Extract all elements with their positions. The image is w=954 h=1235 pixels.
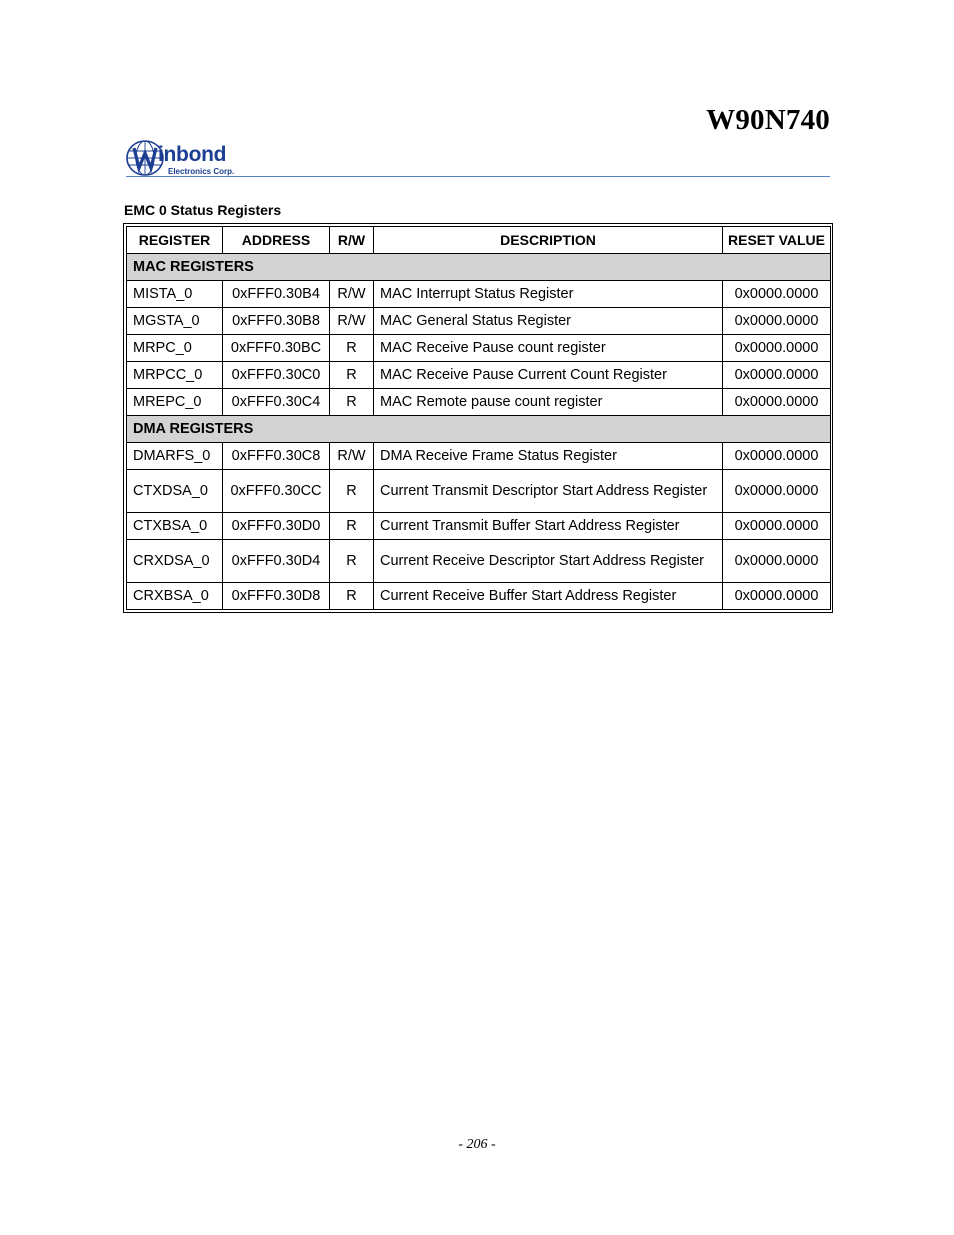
group-row-dma bbox=[127, 416, 831, 443]
cell-reset-value: 0x0000.0000 bbox=[723, 470, 831, 513]
cell-address: 0xFFF0.30B8 bbox=[223, 308, 330, 335]
table-row bbox=[127, 443, 831, 470]
cell-description: Current Receive Descriptor Start Address Register bbox=[374, 540, 723, 583]
table-row bbox=[127, 389, 831, 416]
table-row bbox=[127, 335, 831, 362]
document-title: W90N740 bbox=[706, 104, 830, 136]
cell-address: 0xFFF0.30C4 bbox=[223, 389, 330, 416]
cell-rw: R/W bbox=[330, 308, 374, 335]
table-row bbox=[127, 362, 831, 389]
table-row bbox=[127, 281, 831, 308]
cell-address: 0xFFF0.30BC bbox=[223, 335, 330, 362]
column-header-register: REGISTER bbox=[127, 227, 223, 254]
cell-register: CRXBSA_0 bbox=[127, 583, 223, 610]
cell-reset-value: 0x0000.0000 bbox=[723, 335, 831, 362]
cell-description: DMA Receive Frame Status Register bbox=[374, 443, 723, 470]
cell-reset-value: 0x0000.0000 bbox=[723, 540, 831, 583]
cell-register: CTXDSA_0 bbox=[127, 470, 223, 513]
cell-address: 0xFFF0.30D0 bbox=[223, 513, 330, 540]
cell-rw: R bbox=[330, 362, 374, 389]
cell-description: MAC Receive Pause count register bbox=[374, 335, 723, 362]
table-header-row bbox=[127, 227, 831, 254]
table-row bbox=[127, 513, 831, 540]
group-row-mac bbox=[127, 254, 831, 281]
cell-register: MRPCC_0 bbox=[127, 362, 223, 389]
cell-rw: R bbox=[330, 335, 374, 362]
table-row bbox=[127, 540, 831, 583]
cell-description: MAC Remote pause count register bbox=[374, 389, 723, 416]
cell-register: DMARFS_0 bbox=[127, 443, 223, 470]
logo-wordmark: inbond bbox=[158, 143, 227, 166]
cell-rw: R bbox=[330, 583, 374, 610]
table-row bbox=[127, 583, 831, 610]
cell-reset-value: 0x0000.0000 bbox=[723, 281, 831, 308]
cell-reset-value: 0x0000.0000 bbox=[723, 513, 831, 540]
column-header-address: ADDRESS bbox=[223, 227, 330, 254]
cell-reset-value: 0x0000.0000 bbox=[723, 308, 831, 335]
register-table bbox=[126, 226, 831, 610]
cell-address: 0xFFF0.30D4 bbox=[223, 540, 330, 583]
table-row bbox=[127, 308, 831, 335]
table-row bbox=[127, 470, 831, 513]
logo-subtitle: Electronics Corp. bbox=[168, 167, 235, 176]
cell-rw: R/W bbox=[330, 443, 374, 470]
cell-description: Current Receive Buffer Start Address Register bbox=[374, 583, 723, 610]
cell-register: MGSTA_0 bbox=[127, 308, 223, 335]
cell-description: Current Transmit Descriptor Start Address Register bbox=[374, 470, 723, 513]
cell-address: 0xFFF0.30C8 bbox=[223, 443, 330, 470]
cell-address: 0xFFF0.30B4 bbox=[223, 281, 330, 308]
cell-address: 0xFFF0.30C0 bbox=[223, 362, 330, 389]
cell-rw: R bbox=[330, 470, 374, 513]
winbond-logo bbox=[126, 139, 256, 179]
group-label: MAC REGISTERS bbox=[127, 254, 831, 281]
cell-reset-value: 0x0000.0000 bbox=[723, 443, 831, 470]
cell-description: MAC General Status Register bbox=[374, 308, 723, 335]
cell-reset-value: 0x0000.0000 bbox=[723, 389, 831, 416]
cell-rw: R bbox=[330, 389, 374, 416]
cell-description: Current Transmit Buffer Start Address Register bbox=[374, 513, 723, 540]
cell-rw: R/W bbox=[330, 281, 374, 308]
cell-reset-value: 0x0000.0000 bbox=[723, 583, 831, 610]
column-header-reset-value: RESET VALUE bbox=[723, 227, 831, 254]
section-title: EMC 0 Status Registers bbox=[124, 202, 282, 218]
cell-rw: R bbox=[330, 540, 374, 583]
group-label: DMA REGISTERS bbox=[127, 416, 831, 443]
cell-rw: R bbox=[330, 513, 374, 540]
cell-reset-value: 0x0000.0000 bbox=[723, 362, 831, 389]
column-header-rw: R/W bbox=[330, 227, 374, 254]
cell-register: MISTA_0 bbox=[127, 281, 223, 308]
cell-description: MAC Interrupt Status Register bbox=[374, 281, 723, 308]
cell-register: CRXDSA_0 bbox=[127, 540, 223, 583]
register-table-frame bbox=[123, 223, 833, 613]
cell-description: MAC Receive Pause Current Count Register bbox=[374, 362, 723, 389]
cell-register: CTXBSA_0 bbox=[127, 513, 223, 540]
cell-address: 0xFFF0.30D8 bbox=[223, 583, 330, 610]
column-header-description: DESCRIPTION bbox=[374, 227, 723, 254]
cell-register: MRPC_0 bbox=[127, 335, 223, 362]
page-number: - 206 - bbox=[458, 1137, 496, 1152]
cell-register: MREPC_0 bbox=[127, 389, 223, 416]
cell-address: 0xFFF0.30CC bbox=[223, 470, 330, 513]
header-divider bbox=[126, 176, 830, 177]
